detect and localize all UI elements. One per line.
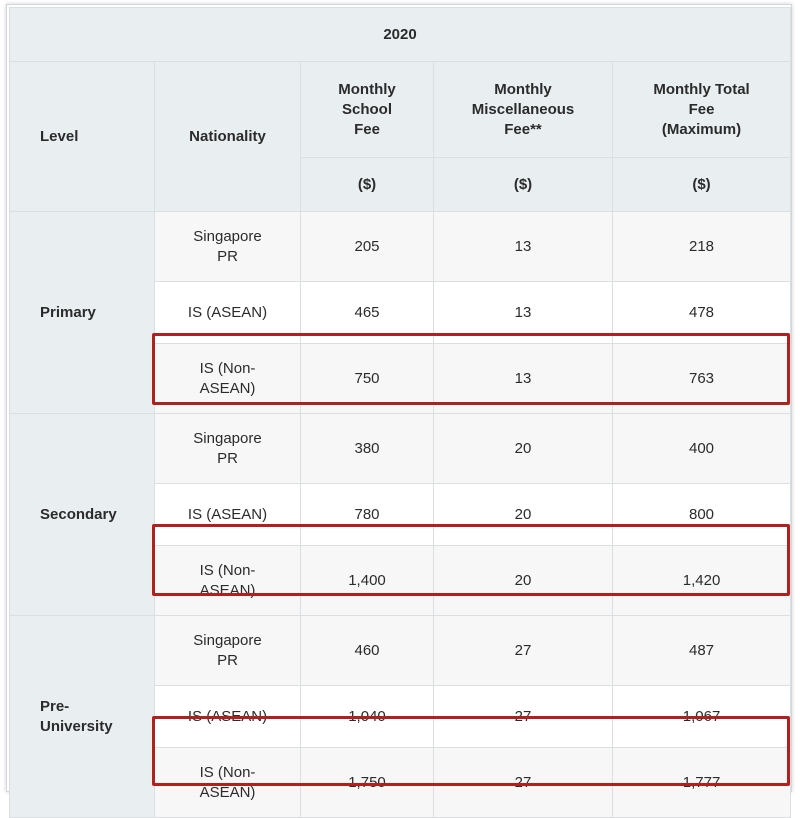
nationality-cell: Singapore PR	[155, 212, 301, 282]
misc-fee-cell: 27	[434, 616, 613, 686]
total-fee-cell: 400	[613, 414, 791, 484]
nationality-cell: Singapore PR	[155, 414, 301, 484]
school-fee-cell: 465	[301, 282, 434, 344]
school-fee-cell: 380	[301, 414, 434, 484]
total-fee-cell: 478	[613, 282, 791, 344]
table-row	[10, 212, 791, 282]
total-fee-cell: 1,067	[613, 686, 791, 748]
school-fee-cell: 205	[301, 212, 434, 282]
level-cell-secondary: Secondary	[10, 414, 155, 616]
nationality-cell: Singapore PR	[155, 616, 301, 686]
nationality-cell: IS (Non-ASEAN)	[155, 748, 301, 818]
school-fee-cell: 1,750	[301, 748, 434, 818]
total-fee-header: Monthly Total Fee (Maximum)	[613, 62, 791, 158]
fee-table	[9, 7, 791, 818]
total-fee-cell: 218	[613, 212, 791, 282]
misc-fee-cell: 27	[434, 748, 613, 818]
misc-fee-cell: 20	[434, 546, 613, 616]
level-header: Level	[10, 62, 155, 212]
nationality-cell: IS (ASEAN)	[155, 686, 301, 748]
nationality-header: Nationality	[155, 62, 301, 212]
total-fee-cell: 487	[613, 616, 791, 686]
misc-fee-cell: 20	[434, 414, 613, 484]
nationality-cell: IS (ASEAN)	[155, 282, 301, 344]
nationality-cell: IS (Non-ASEAN)	[155, 546, 301, 616]
misc-fee-currency: ($)	[434, 158, 613, 212]
level-cell-pre-university: Pre-University	[10, 616, 155, 818]
total-fee-cell: 1,420	[613, 546, 791, 616]
school-fee-cell: 780	[301, 484, 434, 546]
level-cell-primary: Primary	[10, 212, 155, 414]
year-header: 2020	[10, 8, 791, 62]
school-fee-currency: ($)	[301, 158, 434, 212]
table-row	[10, 616, 791, 686]
nationality-cell: IS (ASEAN)	[155, 484, 301, 546]
total-fee-cell: 1,777	[613, 748, 791, 818]
misc-fee-cell: 20	[434, 484, 613, 546]
school-fee-header: Monthly School Fee	[301, 62, 434, 158]
misc-fee-cell: 13	[434, 344, 613, 414]
school-fee-cell: 1,040	[301, 686, 434, 748]
misc-fee-header: Monthly Miscellaneous Fee**	[434, 62, 613, 158]
total-fee-cell: 763	[613, 344, 791, 414]
school-fee-cell: 750	[301, 344, 434, 414]
total-fee-currency: ($)	[613, 158, 791, 212]
school-fee-cell: 460	[301, 616, 434, 686]
misc-fee-cell: 13	[434, 212, 613, 282]
misc-fee-cell: 27	[434, 686, 613, 748]
fee-table-frame	[6, 4, 792, 801]
table-row	[10, 414, 791, 484]
nationality-cell: IS (Non-ASEAN)	[155, 344, 301, 414]
school-fee-cell: 1,400	[301, 546, 434, 616]
total-fee-cell: 800	[613, 484, 791, 546]
misc-fee-cell: 13	[434, 282, 613, 344]
